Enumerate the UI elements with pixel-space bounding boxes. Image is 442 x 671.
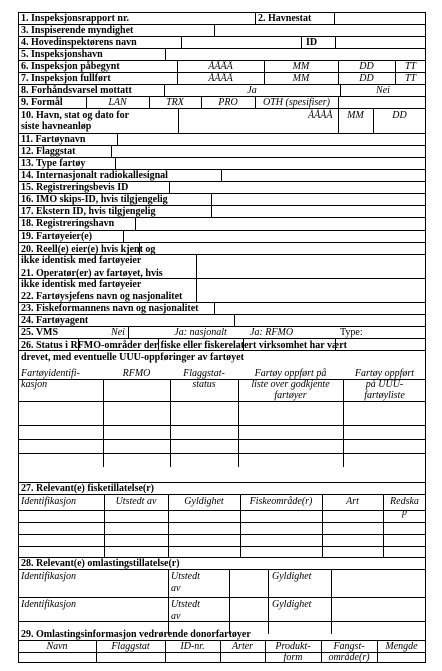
rfmo-col-authorized-l3: fartøyer	[274, 390, 307, 401]
last-port-year-label: ÅÅÅÅ	[308, 109, 333, 121]
field-operator-label-line2: ikke identisk med fartøyeier	[21, 278, 142, 290]
transship-row2-identification: Identifikasjon	[21, 598, 76, 610]
vms-type-label: Type:	[340, 326, 363, 338]
vms-option-no[interactable]: Nei	[111, 326, 125, 338]
field-inspection-started-label: 6. Inspeksjon påbegynt	[21, 60, 120, 72]
completed-day-label: DD	[359, 72, 374, 84]
field-vessel-agent-label: 24. Fartøyagent	[21, 314, 89, 326]
rfmo-col-vessel-id-l2: kasjon	[21, 379, 48, 390]
licence-col-validity: Gyldighet	[184, 495, 224, 507]
field-vessel-owner-label: 19. Fartøyeier(e)	[21, 230, 93, 242]
inspection-report-form	[18, 12, 426, 663]
rfmo-col-iuu-l1: Fartøy oppført	[354, 368, 415, 379]
started-day-label: DD	[359, 60, 374, 72]
transship-row1-validity: Gyldighet	[272, 570, 312, 582]
field-registration-port-label: 18. Registreringshavn	[21, 218, 115, 229]
started-month-label: MM	[292, 60, 310, 72]
field-lead-inspector-label: 4. Hovedinspektørens navn	[21, 36, 137, 48]
field-registration-id-label: 15. Registreringsbevis ID	[21, 181, 129, 193]
section-27-title: 27. Relevant(e) fisketillatelse(r)	[21, 483, 155, 494]
field-inspection-completed-label: 7. Inspeksjon fullført	[21, 72, 111, 84]
field-vessel-type-label: 13. Type fartøy	[21, 157, 86, 169]
donor-col-id-number: ID-nr.	[180, 641, 205, 652]
section-29-title: 29. Omlastingsinformasjon vedrørende donorfartøyer	[21, 629, 251, 640]
purpose-option-pro[interactable]: PRO	[218, 96, 238, 108]
field-inspection-port-label: 5. Inspeksjonshavn	[21, 48, 103, 60]
field-flag-state-label: 12. Flaggstat	[21, 145, 76, 157]
licence-col-issued-by: Utstedt av	[115, 495, 157, 507]
field-master-label: 22. Fartøysjefens navn og nasjonalitet	[21, 290, 183, 302]
transship-row1-issued-l2: av	[171, 582, 181, 594]
donor-col-catch-area-l2: område(r)	[328, 652, 370, 663]
donor-col-product-form-l2: form	[283, 652, 303, 663]
section-26-title-line1: 26. Status i RFMO-områder der fiske eller fiskerelatert virksomhet har vært	[21, 339, 347, 351]
field-beneficial-owner-label-line1: 20. Reell(e) eier(e) hvis kjent og	[21, 243, 156, 255]
field-authority-label: 3. Inspiserende myndighet	[21, 24, 134, 36]
rfmo-col-rfmo: RFMO	[122, 368, 151, 379]
completed-month-label: MM	[292, 72, 310, 84]
completed-year-label: ÅÅÅÅ	[208, 72, 233, 84]
rfmo-col-flag-status-l2: status	[192, 379, 216, 390]
donor-col-species: Arter	[231, 641, 254, 652]
field-report-number-label: 1. Inspeksjonsrapport nr.	[21, 12, 129, 24]
completed-hour-label: TT	[404, 72, 417, 84]
section-26-title-line2: drevet, med eventuelle UUU-oppføringer av fartøyet	[21, 351, 244, 363]
started-hour-label: TT	[404, 60, 417, 72]
transship-row2-issued-l1: Utstedt	[171, 598, 200, 610]
rfmo-col-authorized-l1: Fartøy oppført på	[254, 368, 327, 379]
field-last-port-label-line1: 10. Havn, stat og dato for	[21, 109, 130, 121]
started-year-label: ÅÅÅÅ	[208, 60, 233, 72]
field-vessel-name-label: 11. Fartøynavn	[21, 133, 86, 145]
field-vms-label: 25. VMS	[21, 326, 59, 338]
donor-col-flag-state: Flaggstat	[111, 641, 150, 652]
vms-option-rfmo[interactable]: Ja: RFMO	[250, 326, 294, 338]
section-28-title: 28. Relevant(e) omlastingstillatelse(r)	[21, 558, 180, 569]
licence-col-gear-l2: p	[402, 506, 407, 518]
last-port-month-label: MM	[347, 109, 364, 121]
rfmo-col-vessel-id-l1: Fartøyidentifi-	[21, 368, 80, 379]
licence-col-gear-l1: Redska	[390, 495, 419, 507]
field-inspector-id-label: ID	[306, 36, 318, 48]
licence-col-identification: Identifikasjon	[21, 495, 76, 507]
field-purpose-label: 9. Formål	[21, 96, 63, 108]
advance-notice-yes[interactable]: Ja	[247, 84, 257, 96]
field-last-port-label-line2: siste havneanløp	[21, 120, 92, 132]
donor-col-name: Navn	[46, 641, 68, 652]
donor-col-product-form-l1: Produkt-	[275, 641, 311, 652]
field-fishing-master-label: 23. Fiskeformannens navn og nasjonalitet	[21, 302, 199, 314]
last-port-day-label: DD	[392, 109, 407, 121]
transship-row1-identification: Identifikasjon	[21, 570, 76, 582]
rfmo-col-iuu-l2: på UUU-	[365, 379, 404, 390]
field-radio-callsign-label: 14. Internasjonalt radiokallesignal	[21, 169, 168, 181]
field-advance-notice-label: 8. Forhåndsvarsel mottatt	[21, 84, 132, 96]
field-external-id-label: 17. Ekstern ID, hvis tilgjengelig	[21, 205, 156, 217]
rfmo-col-flag-status-l1: Flaggstat-	[183, 368, 225, 379]
rfmo-col-authorized-l2: liste over godkjente	[251, 379, 330, 390]
transship-row2-validity: Gyldighet	[272, 598, 312, 610]
licence-col-fishing-area: Fiskeområde(r)	[249, 495, 313, 507]
licence-col-species: Art	[346, 495, 359, 507]
rfmo-col-iuu-l3: fartøyliste	[364, 390, 405, 401]
donor-col-quantity: Mengde	[385, 641, 418, 652]
transship-row2-issued-l2: av	[171, 610, 181, 622]
donor-col-catch-area-l1: Fangst-	[333, 641, 365, 652]
field-beneficial-owner-label-line2: ikke identisk med fartøyeier	[21, 254, 142, 266]
field-operator-label-line1: 21. Operatør(er) av fartøyet, hvis	[21, 267, 163, 279]
purpose-option-oth[interactable]: OTH (spesifiser)	[263, 96, 330, 108]
transship-row1-issued-l1: Utstedt	[171, 570, 200, 582]
field-port-state-label: 2. Havnestat	[258, 12, 312, 24]
purpose-option-trx[interactable]: TRX	[166, 96, 184, 108]
purpose-option-lan[interactable]: LAN	[108, 96, 127, 108]
advance-notice-no[interactable]: Nei	[376, 84, 390, 96]
field-imo-id-label: 16. IMO skips-ID, hvis tilgjengelig	[21, 193, 168, 205]
vms-option-national[interactable]: Ja: nasjonalt	[174, 326, 227, 338]
